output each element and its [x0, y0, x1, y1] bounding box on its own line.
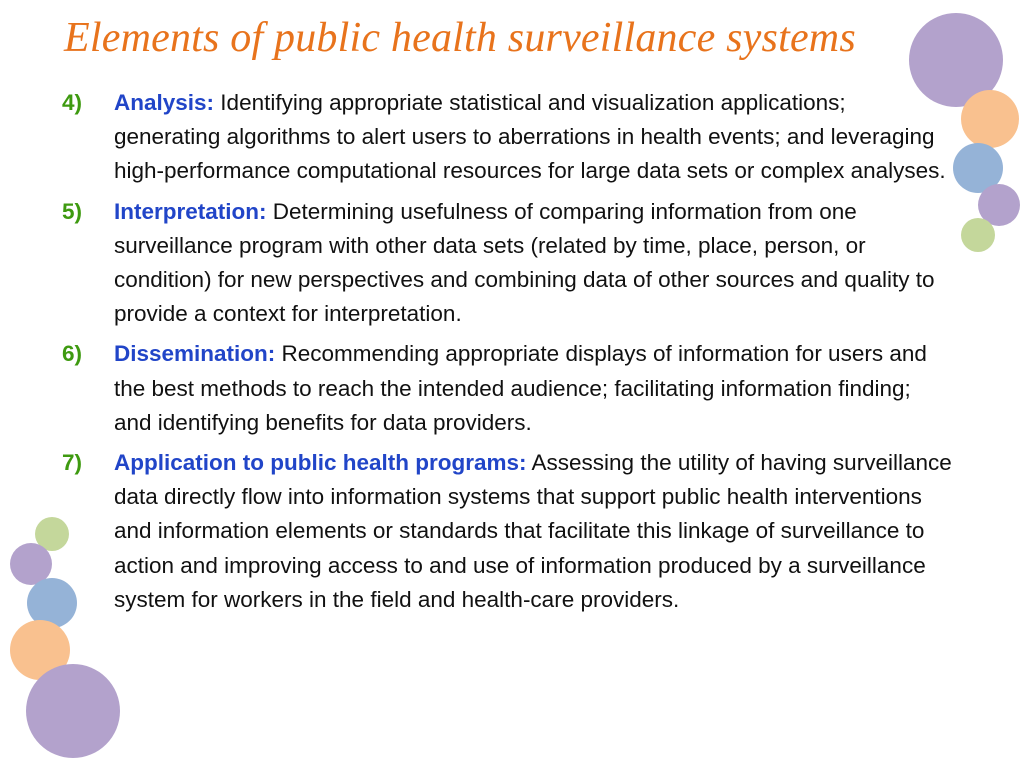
- list-item-analysis: [62, 86, 952, 189]
- list-item-dissemination: [62, 337, 952, 440]
- item-number: 5): [62, 198, 83, 224]
- list-item-interpretation: [62, 195, 952, 332]
- item-number: 6): [62, 341, 83, 367]
- item-term: Interpretation:: [114, 198, 267, 224]
- item-description: Identifying appropriate statistical and visualization applications; generating algorithms to alert users to aberrations in health events; and leveraging high-performance computational resources for large data sets or complex analyses.: [114, 90, 946, 184]
- decorative-circle-orange-top: [961, 90, 1019, 148]
- item-description: Recommending appropriate displays of information for users and the best methods to reach the intended audience; facilitating information finding; and identifying benefits for data providers.: [114, 341, 927, 435]
- decorative-circle-purple-large-bottom: [26, 664, 120, 758]
- elements-list: [62, 86, 952, 623]
- decorative-circle-green-top: [961, 218, 995, 252]
- item-term: Dissemination:: [114, 341, 276, 367]
- list-item-application: [62, 446, 952, 617]
- item-number: 7): [62, 450, 83, 476]
- slide-title: Elements of public health surveillance systems: [64, 15, 856, 61]
- item-description: Determining usefulness of comparing information from one surveillance program with other data sets (related by time, place, person, or condition) for new perspectives and combining data of other sources and quality to provide a context for interpretation.: [114, 198, 935, 327]
- item-term: Application to public health programs:: [114, 450, 527, 476]
- item-term: Analysis:: [114, 90, 215, 115]
- item-description: Assessing the utility of having surveillance data directly flow into information systems that support public health interventions and information elements or standards that facilitate this linkage of surveillance to action and improving access to and use of information produced by a surveillance system for workers in the field and health-care providers.: [114, 450, 952, 612]
- item-number: 4): [62, 90, 83, 115]
